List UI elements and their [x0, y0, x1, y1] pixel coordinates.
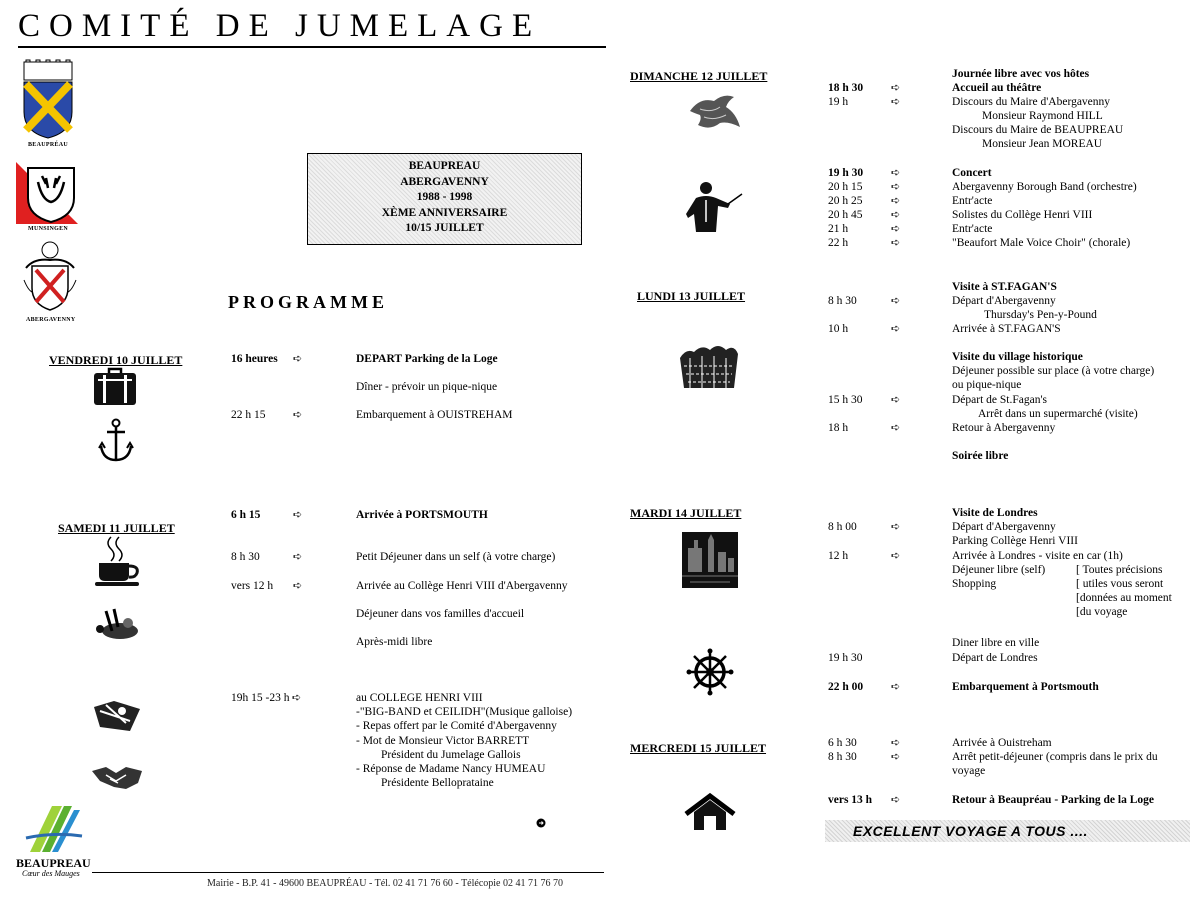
event-text: Après-midi libre [356, 636, 433, 648]
event-text: Départ de St.Fagan's [952, 394, 1048, 406]
house-icon [684, 794, 736, 832]
band-music-icon [92, 697, 142, 735]
event-text: Arrêt petit-déjeuner (compris dans le prix du [952, 751, 1158, 763]
ship-wheel-icon [686, 648, 734, 696]
event-text: - Repas offert par le Comité d'Abergavenny [356, 720, 557, 732]
time: 21 h [828, 223, 849, 235]
day-heading-vendredi: VENDREDI 10 JUILLET [49, 353, 183, 367]
event-text: Diner libre en ville [952, 637, 1040, 649]
event-text: DEPART Parking de la Loge [356, 353, 498, 365]
event-text: Thursday's Pen-y-Pound [984, 309, 1097, 321]
event-text: Retour à Beaupréau - Parking de la Loge [952, 794, 1154, 806]
event-text: Déjeuner possible sur place (à votre charge) [952, 365, 1155, 377]
note-text: [ utiles vous seront [1076, 578, 1164, 590]
event-text: - Mot de Monsieur Victor BARRETT [356, 735, 530, 747]
historic-village-icon [678, 344, 740, 394]
event-text: -"BIG-BAND et CEILIDH"(Musique galloise) [356, 706, 573, 718]
time: 6 h 15 [231, 509, 261, 521]
arrow-icon: ➪ [293, 579, 303, 592]
event-text: Arrivée à Ouistreham [952, 737, 1052, 749]
time: 22 h [828, 237, 849, 249]
time: 22 h 15 [231, 409, 266, 421]
event-text: Retour à Abergavenny [952, 422, 1056, 434]
event-text: Arrivée à PORTSMOUTH [356, 509, 488, 521]
beaupreau-coat-of-arms-icon [18, 60, 78, 140]
arrow-icon: ➪ [891, 81, 901, 94]
event-text: Déjeuner libre (self) [952, 564, 1046, 576]
event-text: Arrivée à ST.FAGAN'S [952, 323, 1061, 335]
meal-icon [92, 607, 142, 643]
day-heading-mardi: MARDI 14 JUILLET [630, 506, 742, 520]
continue-dot-icon [536, 818, 546, 828]
event-text: Arrivée au Collège Henri VIII d'Abergavenny [356, 580, 568, 592]
beaupreau-town-logo-icon [22, 802, 86, 856]
time: 19h 15 -23 h [231, 692, 290, 704]
time: 8 h 00 [828, 521, 857, 533]
event-text: Dîner - prévoir un pique-nique [356, 381, 498, 393]
box-line: ABERGAVENNY [400, 175, 489, 188]
event-text: Arrêt dans un supermarché (visite) [978, 408, 1138, 420]
event-text: Concert [952, 167, 992, 179]
arrow-icon: ➪ [891, 549, 901, 562]
event-text: voyage [952, 765, 986, 777]
event-text: Shopping [952, 578, 997, 590]
suitcase-icon [92, 367, 138, 407]
beaupreau-logo-label: BEAUPRÉAU [28, 142, 69, 148]
arrow-icon: ➪ [891, 750, 901, 763]
page-title: COMITÉ DE JUMELAGE [18, 8, 542, 44]
time: 22 h 00 [828, 681, 864, 693]
time: 16 heures [231, 353, 278, 365]
time: 19 h 30 [828, 652, 863, 664]
arrow-icon: ➪ [891, 208, 901, 221]
time: 10 h [828, 323, 849, 335]
event-text: Embarquement à Portsmouth [952, 681, 1099, 693]
event-text: Départ d'Abergavenny [952, 521, 1056, 533]
event-text: Président du Jumelage Gallois [381, 749, 521, 761]
arrow-icon: ➪ [891, 180, 901, 193]
event-text: Petit Déjeuner dans un self (à votre charge) [356, 551, 556, 563]
time: vers 12 h [231, 580, 274, 592]
event-text: Visite de Londres [952, 507, 1038, 519]
day-heading-mercredi: MERCREDI 15 JUILLET [630, 741, 767, 755]
event-text: Entr'acte [952, 195, 993, 207]
day-heading-lundi: LUNDI 13 JUILLET [637, 289, 746, 303]
event-text: Entr'acte [952, 223, 993, 235]
event-text: "Beaufort Male Voice Choir" (chorale) [952, 237, 1131, 249]
day-heading-samedi: SAMEDI 11 JUILLET [58, 521, 175, 535]
bird-icon [686, 93, 742, 135]
time: 18 h [828, 422, 849, 434]
time: 18 h 30 [828, 82, 864, 94]
abergavenny-logo-label: ABERGAVENNY [26, 317, 76, 323]
time: 12 h [828, 550, 849, 562]
programme-heading: PROGRAMME [228, 292, 388, 312]
arrow-icon: ➪ [891, 680, 901, 693]
arrow-icon: ➪ [891, 194, 901, 207]
event-text: Monsieur Jean MOREAU [982, 138, 1103, 150]
time: 8 h 30 [231, 551, 260, 563]
arrow-icon: ➪ [891, 95, 901, 108]
note-text: [données au moment [1076, 592, 1172, 604]
farewell-banner: EXCELLENT VOYAGE A TOUS .... [825, 820, 1190, 842]
time: 19 h [828, 96, 849, 108]
arrow-icon: ➪ [293, 508, 303, 521]
bottom-logo-name: BEAUPREAU [16, 856, 91, 870]
event-text: Parking Collège Henri VIII [952, 535, 1078, 547]
event-text: Visite du village historique [952, 351, 1083, 363]
time: vers 13 h [828, 794, 873, 806]
time: 8 h 30 [828, 751, 857, 763]
box-line: BEAUPREAU [408, 160, 481, 172]
arrow-icon: ➪ [293, 352, 303, 365]
time: 15 h 30 [828, 394, 863, 406]
event-text: Embarquement à OUISTREHAM [356, 409, 513, 421]
arrow-icon: ➪ [292, 691, 302, 704]
event-text: Discours du Maire d'Abergavenny [952, 96, 1111, 108]
munsingen-logo-label: MUNSINGEN [28, 226, 69, 232]
event-text: Visite à ST.FAGAN'S [952, 281, 1057, 293]
london-skyline-icon [682, 532, 738, 588]
arrow-icon: ➪ [891, 294, 901, 307]
footer-address: Mairie - B.P. 41 - 49600 BEAUPRÉAU - Tél. 02 41 71 76 60 - Télécopie 02 41 71 76 70 [207, 878, 563, 889]
arrow-icon: ➪ [891, 166, 901, 179]
event-text: Arrivée à Londres - visite en car (1h) [952, 550, 1123, 562]
abergavenny-coat-of-arms-icon [22, 240, 78, 312]
box-line: 10/15 JUILLET [405, 222, 484, 235]
footer-rule [92, 872, 604, 873]
coffee-cup-icon [95, 533, 145, 587]
arrow-icon: ➪ [891, 322, 901, 335]
handshake-icon [90, 763, 144, 791]
event-text: Soirée libre [952, 450, 1009, 462]
conductor-icon [684, 180, 744, 232]
bottom-logo-subtitle: Cœur des Mauges [22, 869, 80, 878]
event-text: Discours du Maire de BEAUPREAU [952, 124, 1124, 136]
time: 8 h 30 [828, 295, 857, 307]
event-text: Départ d'Abergavenny [952, 295, 1056, 307]
time: 6 h 30 [828, 737, 857, 749]
arrow-icon: ➪ [891, 236, 901, 249]
anniversary-box [307, 153, 582, 245]
event-text: au COLLEGE HENRI VIII [356, 692, 483, 704]
time: 20 h 45 [828, 209, 863, 221]
arrow-icon: ➪ [891, 393, 901, 406]
event-text: Monsieur Raymond HILL [982, 110, 1103, 122]
arrow-icon: ➪ [891, 520, 901, 533]
box-line: 1988 - 1998 [416, 191, 473, 204]
title-rule [18, 46, 606, 48]
day-heading-dimanche: DIMANCHE 12 JUILLET [630, 69, 768, 83]
arrow-icon: ➪ [891, 793, 901, 806]
event-text: Abergavenny Borough Band (orchestre) [952, 181, 1137, 193]
note-text: [ Toutes précisions [1076, 564, 1163, 576]
event-text: - Réponse de Madame Nancy HUMEAU [356, 763, 546, 775]
arrow-icon: ➪ [293, 550, 303, 563]
note-text: [du voyage [1076, 606, 1128, 618]
time: 20 h 25 [828, 195, 863, 207]
arrow-icon: ➪ [891, 736, 901, 749]
time: 20 h 15 [828, 181, 863, 193]
time: 19 h 30 [828, 167, 864, 179]
arrow-icon: ➪ [293, 408, 303, 421]
arrow-icon: ➪ [891, 222, 901, 235]
arrow-icon: ➪ [891, 421, 901, 434]
anchor-icon [98, 418, 134, 464]
event-text: Accueil au théâtre [952, 82, 1042, 94]
event-text: Journée libre avec vos hôtes [952, 68, 1090, 80]
event-text: Déjeuner dans vos familles d'accueil [356, 608, 525, 620]
munsingen-coat-of-arms-icon [16, 162, 78, 224]
event-text: Départ de Londres [952, 652, 1038, 664]
event-text: Présidente Belloprataine [381, 777, 494, 789]
box-line: XÈME ANNIVERSAIRE [381, 206, 508, 219]
event-text: Solistes du Collège Henri VIII [952, 209, 1093, 221]
event-text: ou pique-nique [952, 379, 1022, 391]
